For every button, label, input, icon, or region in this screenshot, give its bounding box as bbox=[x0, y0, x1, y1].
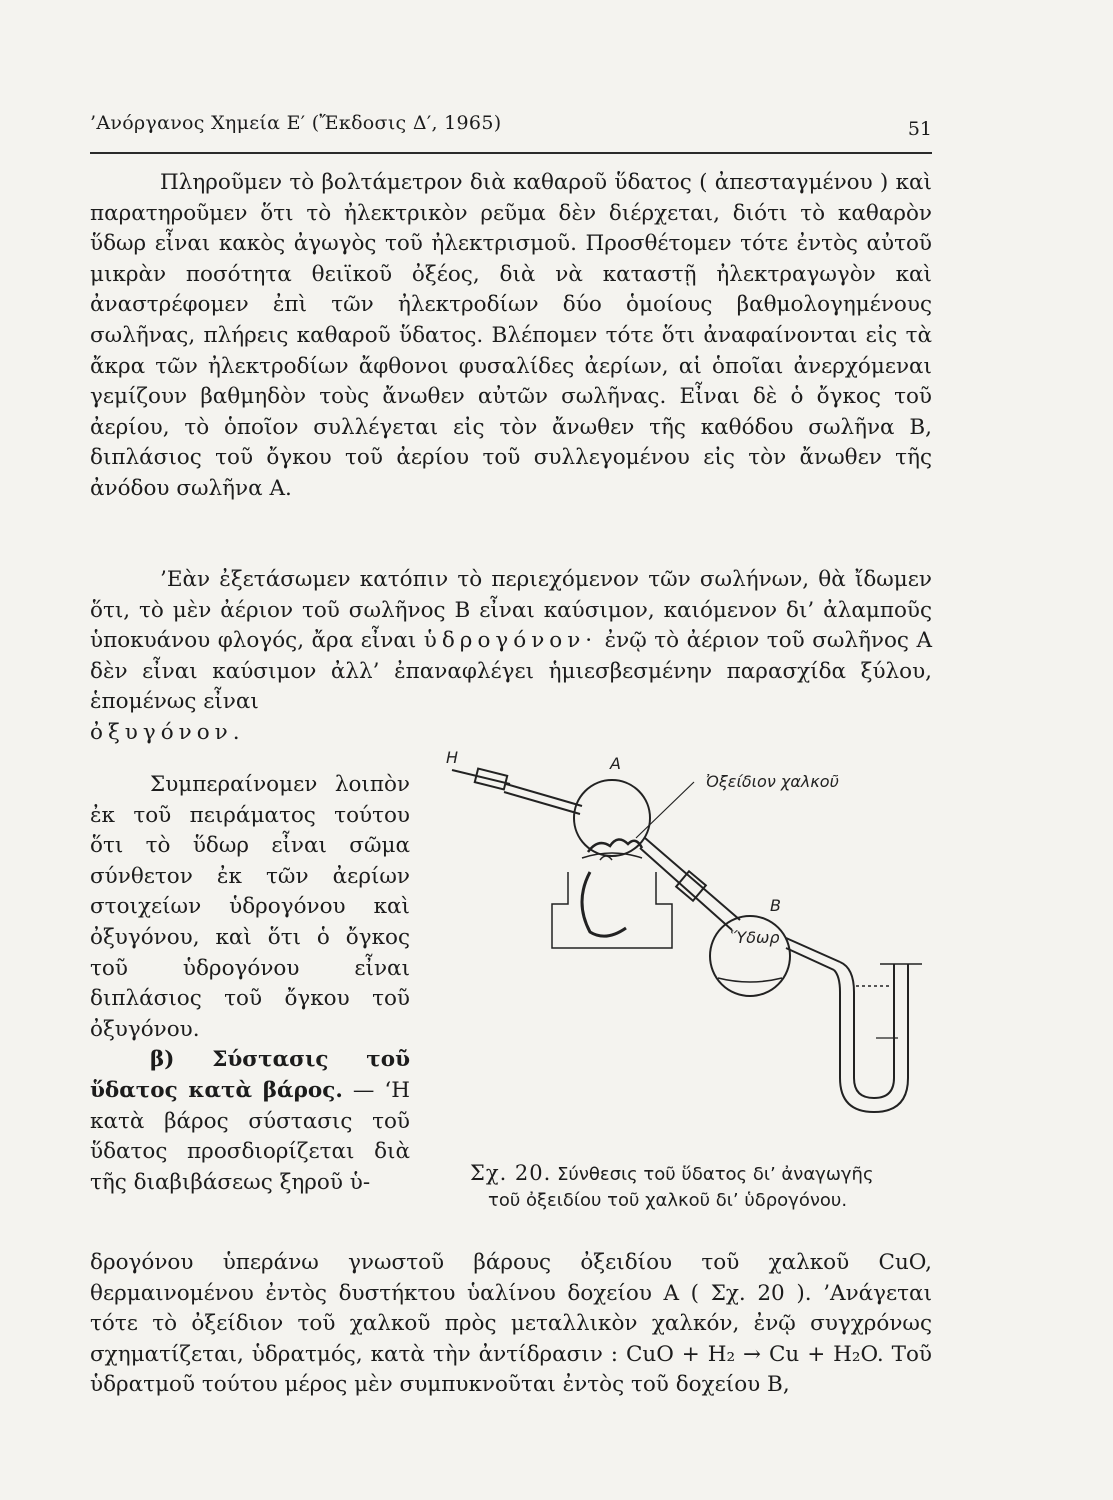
paragraph-gas-test bbox=[90, 565, 932, 749]
left-column-text bbox=[90, 770, 410, 1198]
term-hydrogen: ὑδρογόνον· bbox=[423, 628, 598, 654]
figure-apparatus bbox=[440, 748, 940, 1168]
paragraph-weight-method: δρογόνου ὑπεράνω γνωστοῦ βάρους ὀξειδίου τοῦ χαλκοῦ CuO, θερμαινομένου ἐντὸς δυστήκτου ὑαλίνου δοχείου Α ( Σχ. 20 ). ’Ανάγεται τότε τὸ ὀξείδιον τοῦ χαλκοῦ πρὸς μεταλλικὸν χαλκόν, ἐνῷ συγχρόνως σχηματίζεται, ὑδρατμός, κατὰ τὴν ἀντίδρασιν : CuO + H₂ → Cu + H₂O. Τοῦ ὑδρατμοῦ τούτου μέρος μὲν συμπυκνοῦται ἐντὸς τοῦ δοχείου Β, bbox=[90, 1250, 932, 1398]
running-title: ’Ανόργανος Χημεία Ε′ (Ἔκδοσις Δ′, 1965) bbox=[90, 112, 502, 134]
caption-number: Σχ. 20. bbox=[470, 1161, 552, 1185]
figure-caption bbox=[470, 1160, 940, 1214]
label-vessel-b: B bbox=[770, 896, 781, 915]
paragraph-weight-intro: — ‘Η κατὰ βάρος σύστασις τοῦ ὕδατος προσδιορίζεται διὰ τῆς διαβιβάσεως ξηροῦ ὑ- bbox=[90, 1077, 410, 1195]
label-water: Ὕδωρ bbox=[730, 928, 780, 947]
label-hydrogen: H bbox=[446, 748, 459, 767]
paragraph-electrolysis: Πληροῦμεν τὸ βολτάμετρον διὰ καθαροῦ ὕδατος ( ἀπεσταγμένου ) καὶ παρατηροῦμεν ὅτι τὸ ἠλεκτρικὸν ρεῦμα δὲν διέρχεται, διότι τὸ καθαρὸν ὕδωρ εἶναι κακὸς ἀγωγὸς τοῦ ἠλεκτρισμοῦ. Προσθέτομεν τότε ἐντὸς αὐτοῦ μικρὰν ποσότητα θειϊκοῦ ὀξέος, διὰ νὰ καταστῇ ἠλεκτραγωγὸν καὶ ἀναστρέφομεν ἐπὶ τῶν ἠλεκτροδίων δύο ὁμοίους βαθμολογημένους σωλῆνας, πλήρεις καθαροῦ ὕδατος. Βλέπομεν τότε ὅτι ἀναφαίνονται εἰς τὰ ἄκρα τῶν ἠλεκτροδίων ἄφθονοι φυσαλίδες ἀερίων, αἱ ὁποῖαι ἀνερχόμεναι γεμίζουν βαθμηδὸν τοὺς ἄνωθεν αὐτῶν σωλῆνας. Εἶναι δὲ ὁ ὄγκος τοῦ ἀερίου, τὸ ὁποῖον συλλέγεται εἰς τὸν ἄνωθεν τῆς καθόδου σωλῆνα Β, διπλάσιος τοῦ ὄγκου τοῦ ἀερίου τοῦ συλλεγομένου εἰς τὸν ἄνωθεν τῆς ἀνόδου σωλῆνα Α. bbox=[90, 170, 932, 501]
label-vessel-a: A bbox=[610, 754, 621, 773]
apparatus-drawing bbox=[440, 748, 940, 1168]
paragraph-conclusion: Συμπεραίνομεν λοιπὸν ἐκ τοῦ πειράματος τούτου ὅτι τὸ ὕδωρ εἶναι σῶμα σύνθετον ἐκ τῶν ἀερίων στοιχείων ὑδρογόνου καὶ ὀξυγόνου, καὶ ὅτι ὁ ὄγκος τοῦ ὑδρογόνου εἶναι διπλάσιος τοῦ ὄγκου τοῦ ὀξυγόνου. bbox=[90, 772, 410, 1042]
page-number: 51 bbox=[907, 118, 932, 140]
page-header bbox=[90, 112, 932, 154]
para2-part-b: ἐνῷ τὸ ἀέριον τοῦ σωλῆνος Α δὲν εἶναι καύσιμον ἀλλ’ ἐπαναφλέγει ἡμιεσβεσμένην παρασχίδα ξύλου, ἑπομένως εἶναι bbox=[90, 628, 932, 715]
caption-line-1: Σύνθεσις τοῦ ὕδατος δι’ ἀναγωγῆς bbox=[557, 1164, 874, 1185]
caption-line-2: τοῦ ὀξειδίου τοῦ χαλκοῦ δι’ ὑδρογόνου. bbox=[488, 1190, 848, 1211]
label-copper-oxide: Ὀξείδιον χαλκοῦ bbox=[706, 772, 839, 791]
term-oxygen: ὀξυγόνον. bbox=[90, 719, 245, 745]
section-heading: β) Σύστασις τοῦ ὕδατος κατὰ βάρος. bbox=[90, 1047, 410, 1103]
para2-part-a: ’Εὰν ἐξετάσωμεν κατόπιν τὸ περιεχόμενον τῶν σωλήνων, θὰ ἴδωμεν ὅτι, τὸ μὲν ἀέριον τοῦ σωλῆνος Β εἶναι καύσιμον, καιόμενον δι’ ἀλαμποῦς ὑποκυάνου φλογός, ἄρα εἶναι bbox=[90, 567, 932, 654]
